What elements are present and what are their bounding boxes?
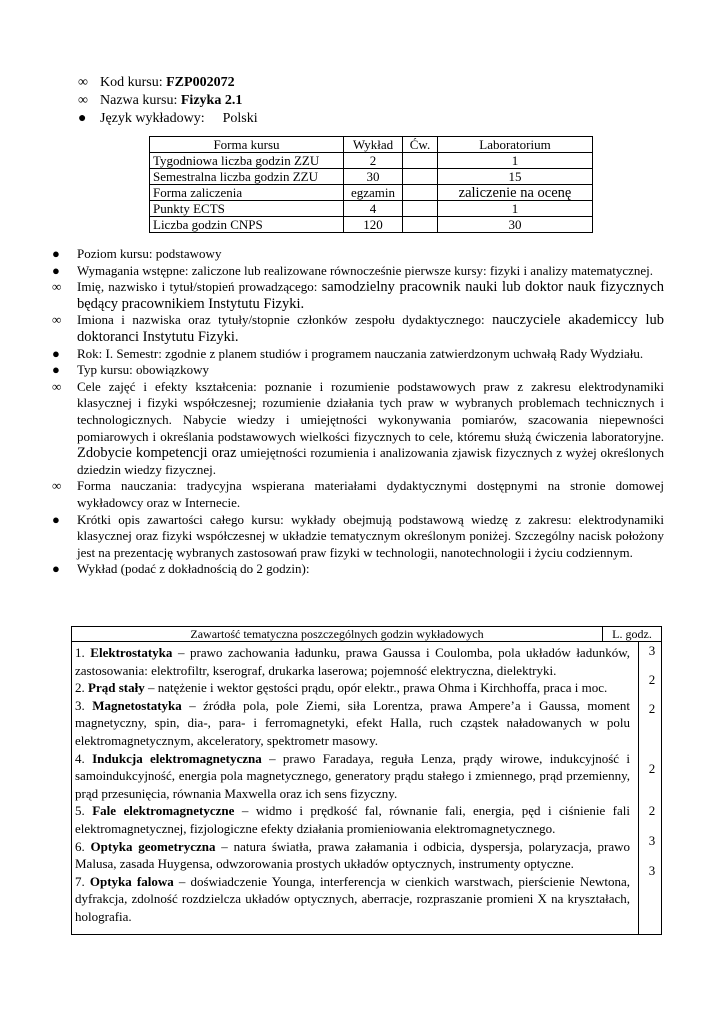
lecture-content-table: [71, 626, 662, 935]
dot-bullet-icon: ●: [52, 345, 60, 361]
topic-hours: 2: [648, 672, 656, 687]
table-header-row: [72, 627, 661, 642]
topic-hours: 2: [648, 803, 656, 818]
infinity-bullet-icon: ∞: [52, 478, 62, 494]
hours-column-header: L. godz.: [602, 627, 661, 641]
course-code-line: ∞ Kod kursu: FZP002072: [78, 75, 235, 90]
topic-item: 2. Prąd stały – natężenie i wektor gęstości prądu, opór elektr., prawa Ohma i Kirchhoffa, praca i moc.: [75, 680, 608, 696]
topic-hours: 2: [648, 761, 656, 776]
language-line: ● Język wykładowy: Polski: [78, 111, 258, 126]
list-item-team: ∞ Imiona i nazwiska oraz tytuły/stopnie członków zespołu dydaktycznego: nauczyciele akademiccy lub doktoranci Instytutu Fizyki.: [52, 312, 664, 345]
list-item-prerequisites: ● Wymagania wstępne: zaliczone lub realizowane równocześnie pierwsze kursy: fizyki i analizy matematycznej.: [52, 262, 654, 278]
table-row: Punkty ECTS 4 1: [150, 201, 593, 217]
dot-bullet-icon: ●: [52, 246, 60, 261]
topics-cell: [75, 644, 630, 926]
column-divider: [638, 642, 639, 934]
dot-bullet-icon: ●: [52, 262, 60, 278]
topic-item: 4. Indukcja elektromagnetyczna – prawo Faradaya, reguła Lenza, prądy wirowe, indukcyjność i samoindukcyjność, energia pola magnetycznego, generatory prądu stałego i zmiennego, prąd przemienny, prąd przesunięcia, równania Maxwella oraz ich sens fizyczny.: [75, 750, 630, 801]
list-item-goals: ∞ Cele zajęć i efekty kształcenia: poznanie i rozumienie podstawowych praw z zakresu elektrodynamiki klasycznej i fizyki współczesnej; rozumienie działania tych praw w wybranych problemach technicznych i technologicznych. Nabycie wiedzy i umiejętności wykonywania pomiarów, szacowania niepewności pomiarowych i określania podstawowych wielkości fizycznych to cele, któremu służą ćwiczenia laboratoryjne. Zdobycie kompetencji oraz umiejętności rozumienia i analizowania zjawisk fizycznych z wyżej określonych dziedzin wiedzy fizycznej.: [52, 378, 664, 477]
table-row: Semestralna liczba godzin ZZU 30 15: [150, 169, 593, 185]
infinity-bullet-icon: ∞: [78, 75, 88, 90]
topic-hours: 3: [648, 643, 656, 658]
topic-hours: 2: [648, 701, 656, 716]
table-row: Forma zaliczenia egzamin zaliczenie na ocenę: [150, 185, 593, 201]
list-item-teaching-form: ∞ Forma nauczania: tradycyjna wspierana materiałami dydaktycznymi dostępnymi na stronie domowej wykładowcy oraz w Internecie.: [52, 478, 664, 510]
course-name-line: ∞ Nazwa kursu: Fizyka 2.1: [78, 93, 243, 108]
topic-item: 5. Fale elektromagnetyczne – widmo i prędkość fal, równanie fali, energia, pęd i ciśnienie fali elektromagnetycznej, fizjologiczne efekty działania promieniowania elektromagnetycznego.: [75, 803, 630, 836]
dot-bullet-icon: ●: [52, 362, 60, 378]
list-item-lecture: ● Wykład (podać z dokładnością do 2 godzin):: [52, 561, 310, 577]
list-item-lecturer: ∞ Imię, nazwisko i tytuł/stopień prowadzącego: samodzielny pracownik nauki lub doktor nauk fizycznych będący pracownikiem Instytutu Fizyki.: [52, 279, 664, 312]
course-hours-table: [149, 136, 593, 233]
table-header-row: Forma kursu Wykład Ćw. Laboratorium: [150, 137, 593, 153]
course-code: FZP002072: [166, 75, 235, 90]
infinity-bullet-icon: ∞: [78, 93, 88, 108]
list-item-level: ● Poziom kursu: podstawowy: [52, 246, 222, 261]
topic-hours: 3: [648, 833, 656, 848]
course-name: Fizyka 2.1: [180, 93, 243, 108]
topic-column-header: Zawartość tematyczna poszczególnych godzin wykładowych: [190, 627, 484, 641]
table-row: Tygodniowa liczba godzin ZZU 2 1: [150, 153, 593, 169]
topic-hours: 3: [648, 863, 656, 878]
topic-item: 3. Magnetostatyka – źródła pola, pole Ziemi, siła Lorentza, prawa Ampere’a i Gaussa, moment magnetyczny, spin, dia-, para- i ferromagnetyki, efekt Halla, ruch cząstek naładowanych w polu elektromagnetycznym, akceleratory, spektrometr masowy.: [75, 697, 630, 748]
list-item-type: ● Typ kursu: obowiązkowy: [52, 362, 209, 378]
topic-item: 1. Elektrostatyka – prawo zachowania ładunku, prawa Gaussa i Coulomba, pola układów ładunków, zastosowania: elektrofiltr, kserograf, drukarka laserowa; pojemność elektryczna, dielektryki.: [75, 645, 630, 678]
infinity-bullet-icon: ∞: [52, 312, 62, 328]
infinity-bullet-icon: ∞: [52, 279, 62, 295]
list-item-year: ● Rok: I. Semestr: zgodnie z planem studiów i programem nauczania zatwierdzonym uchwałą Rady Wydziału.: [52, 345, 644, 361]
table-row: Liczba godzin CNPS 120 30: [150, 217, 593, 233]
course-details-list: [52, 246, 664, 578]
topic-item: 7. Optyka falowa – doświadczenie Younga, interferencja w cienkich warstwach, pierścienie Newtona, dyfrakcja, zdolność rozdzielcza układów optycznych, aberracje, rozpraszanie promieni X na kryształach, holografia.: [75, 873, 631, 924]
language-value: Polski: [222, 111, 258, 126]
dot-bullet-icon: ●: [52, 511, 60, 527]
list-item-description: ● Krótki opis zawartości całego kursu: wykłady obejmują podstawową wiedzę z zakresu: elektrodynamiki klasycznej oraz fizyki współczesnej w układzie tematycznym określonym poniżej. Szczególny nacisk położony jest na prezentację wybranych zastosowań praw fizyki w technologii, nanotechnologii i życiu codziennym.: [52, 511, 664, 560]
dot-bullet-icon: ●: [78, 111, 87, 126]
infinity-bullet-icon: ∞: [52, 378, 62, 394]
dot-bullet-icon: ●: [52, 561, 60, 577]
topic-item: 6. Optyka geometryczna – natura światła, prawa załamania i odbicia, dyspersja, polaryzacja, prawo Malusa, zasada Huygensa, odwzorowania prostych układów optycznych, instrumenty optyczne.: [75, 838, 630, 872]
